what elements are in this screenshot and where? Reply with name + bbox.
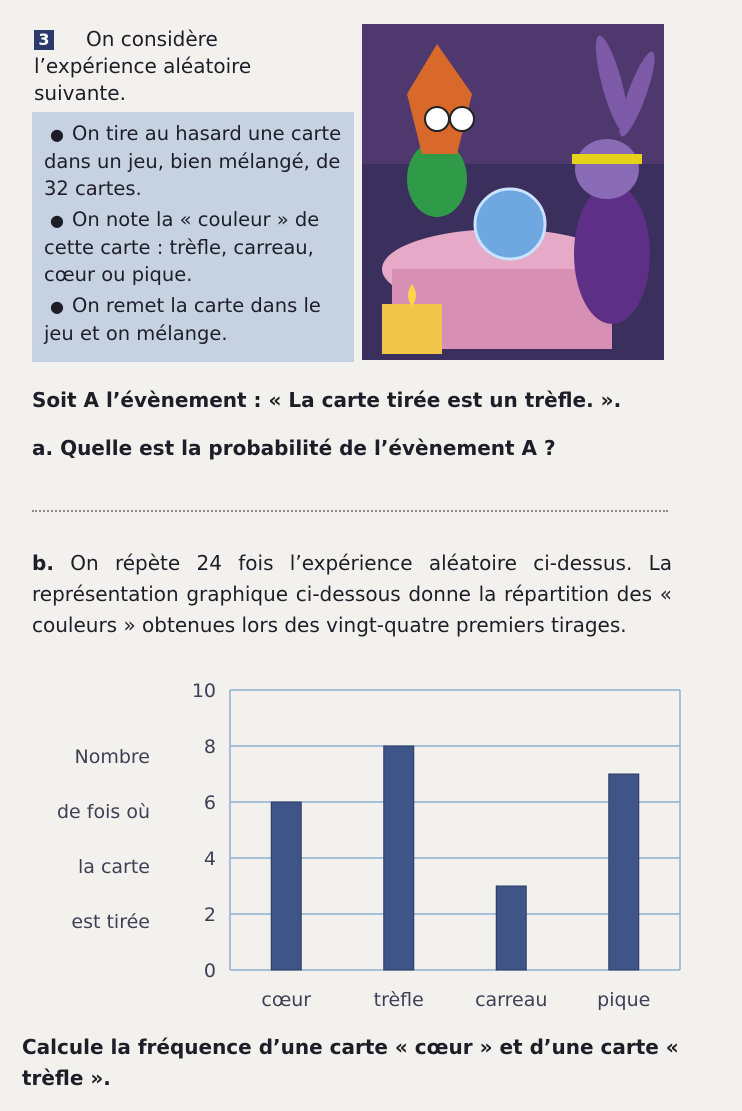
y-label-line: la carte [77, 856, 150, 878]
y-tick-label: 6 [203, 792, 216, 814]
bullet-text: On remet la carte dans le jeu et on mélange. [44, 294, 321, 345]
bullet-item [44, 292, 344, 347]
y-tick-label: 2 [203, 904, 216, 926]
bullet-text: On tire au hasard une carte dans un jeu, bien mélangé, de 32 cartes. [44, 122, 342, 200]
bullet-icon: ● [50, 297, 64, 316]
answer-line [32, 510, 668, 512]
y-label-line: Nombre [74, 746, 150, 768]
bar-chart [150, 672, 690, 1024]
question-b [32, 548, 672, 641]
intro-line-2: l’expérience aléatoire [34, 54, 252, 78]
y-tick-label: 0 [203, 960, 216, 982]
question-a-text: Quelle est la probabilité de l’évènement A ? [60, 436, 556, 460]
chart-y-label [30, 730, 150, 950]
exercise-number-badge: 3 [34, 30, 54, 50]
intro-line-1: On considère [86, 27, 218, 51]
intro-text [34, 26, 364, 107]
x-tick-label: pique [597, 989, 651, 1011]
x-tick-label: carreau [475, 989, 548, 1011]
question-a [32, 436, 556, 460]
bar-2 [384, 746, 414, 970]
x-tick-label: trèfle [373, 989, 424, 1011]
bullet-item [44, 120, 344, 202]
y-label-line: de fois où [57, 801, 150, 823]
y-tick-label: 8 [203, 736, 216, 758]
question-b-letter: b. [32, 551, 54, 575]
rabbit-head-icon [575, 139, 639, 199]
x-tick-label: cœur [261, 989, 312, 1011]
calculation-prompt: Calcule la fréquence d’une carte « cœur » et d’une carte « trèfle ». [22, 1035, 679, 1090]
crystal-ball-icon [475, 189, 545, 259]
y-tick-label: 4 [203, 848, 216, 870]
bar-4 [609, 774, 639, 970]
question-a-letter: a. [32, 436, 54, 460]
bar-3 [496, 886, 526, 970]
event-statement: Soit A l’évènement : « La carte tirée est un trèfle. ». [32, 388, 622, 412]
bullet-icon: ● [50, 125, 64, 144]
bullet-item [44, 206, 344, 288]
candle-icon [382, 304, 442, 354]
y-tick-label: 10 [191, 680, 216, 702]
bullet-text: On note la « couleur » de cette carte : trèfle, carreau, cœur ou pique. [44, 208, 320, 286]
rabbit-body-icon [574, 184, 650, 324]
question-b-text: On répète 24 fois l’expérience aléatoire ci-dessus. La représentation graphique ci-dessous donne la répartition des « couleurs » obtenues lors des vingt-quatre premiers tirages. [32, 551, 673, 637]
y-label-line: est tirée [71, 911, 150, 933]
bullet-icon: ● [50, 211, 64, 230]
experiment-box [32, 112, 354, 362]
intro-line-3: suivante. [34, 81, 126, 105]
bar-1 [271, 802, 301, 970]
fortune-teller-illustration [362, 24, 664, 360]
